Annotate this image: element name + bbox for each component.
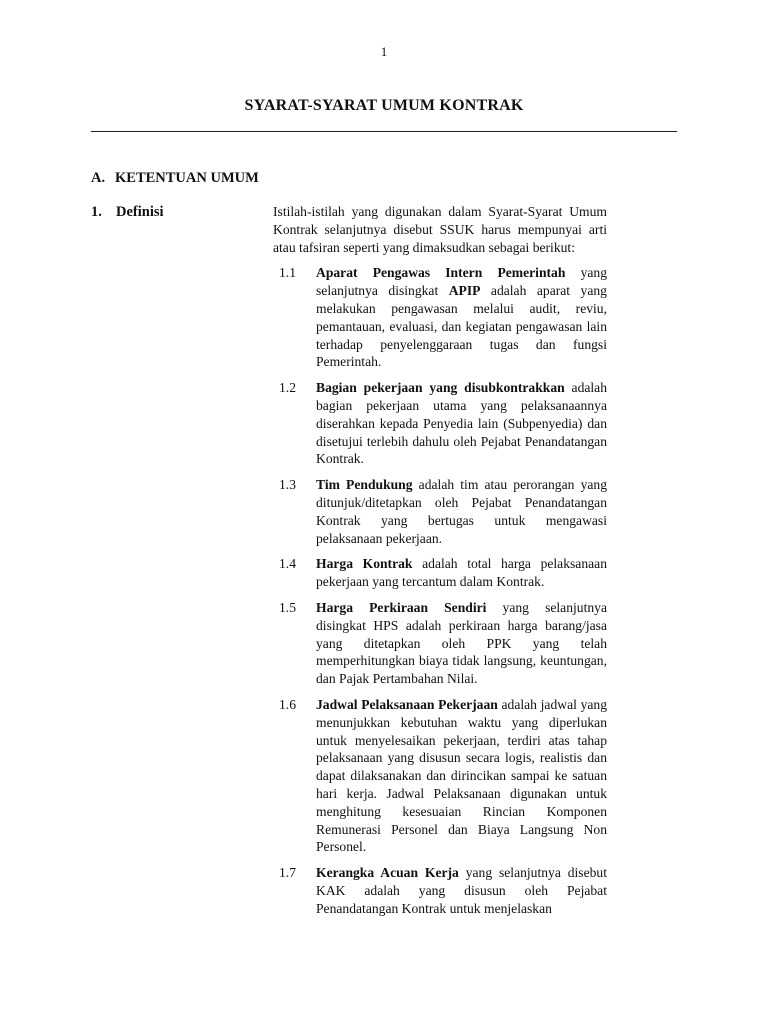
definition-number: 1.2 (279, 380, 296, 396)
definition-number: 1.4 (279, 556, 296, 572)
definition-description: adalah aparat yang melakukan pengawasan melalui audit, reviu, pemantauan, evaluasi, dan kegiatan pengawasan lain terhadap penyelenggaraan tugas dan fungsi Pemerintah. (316, 283, 607, 370)
definition-description: yang selanjutnya disingkat (316, 265, 608, 299)
definition-item (273, 379, 607, 468)
definitions-body (273, 203, 607, 925)
definition-term: APIP (448, 283, 481, 299)
definitions-intro: Istilah-istilah yang digunakan dalam Syarat-Syarat Umum Kontrak selanjutnya disebut SSUK harus mempunyai arti atau tafsiran seperti yang dimaksudkan sebagai berikut: (273, 204, 607, 255)
section-title: KETENTUAN UMUM (115, 170, 259, 186)
definition-text (316, 864, 607, 917)
definition-description: adalah bagian pekerjaan utama yang pelaksanaannya diserahkan kepada Penyedia lain (Subpenyedia) dan disetujui terlebih dahulu oleh Pejabat Penandatangan Kontrak. (316, 380, 608, 467)
definition-number: 1.6 (279, 696, 296, 712)
definition-description: yang selanjutnya disebut KAK adalah yang disusun oleh Pejabat Penandatangan Kontrak untuk menjelaskan (316, 865, 607, 916)
definition-term: Aparat Pengawas Intern Pemerintah (316, 265, 566, 281)
definition-text (316, 696, 607, 856)
document-title: SYARAT-SYARAT UMUM KONTRAK (244, 97, 524, 114)
section-heading (91, 170, 259, 187)
definition-item (273, 264, 607, 371)
definition-number: 1.5 (279, 599, 296, 615)
definition-number: 1.1 (279, 265, 296, 281)
clause-number: 1. (91, 204, 102, 220)
definition-number: 1.7 (279, 865, 296, 881)
definition-text (316, 264, 607, 371)
definition-term: Harga Perkiraan Sendiri (316, 599, 487, 615)
definition-description: adalah jadwal yang menunjukkan kebutuhan waktu yang diperlukan untuk menyelesaikan pekerjaan, terdiri atas tahap pelaksanaan yang disusun secara logis, realistis dan dapat dilaksanakan dan dirincikan sampai ke satuan hari kerja. Jadwal Pelaksanaan digunakan untuk menghitung kesesuaian Rincian Komponen Remunerasi Personel dan Biaya Langsung Non Personel. (316, 696, 607, 855)
definition-description: yang selanjutnya disingkat HPS adalah perkiraan harga barang/jasa yang ditetapkan oleh PPK yang telah memperhitungkan biaya tidak langsung, keuntungan, dan Pajak Pertambahan Nilai. (316, 599, 607, 687)
definition-text (316, 555, 607, 591)
definition-item (273, 696, 607, 856)
definition-text (316, 476, 607, 547)
page-number: 1 (380, 44, 388, 59)
title-divider (91, 131, 677, 132)
definition-item (273, 599, 607, 688)
clause-title: Definisi (116, 204, 164, 220)
definition-term: Jadwal Pelaksanaan Pekerjaan (316, 696, 498, 712)
definition-term: Bagian pekerjaan yang disubkontrakkan (316, 380, 565, 396)
definition-text (316, 379, 607, 468)
definition-description: adalah tim atau perorangan yang ditunjuk/ditetapkan oleh Pejabat Penandatangan Kontrak yang bertugas untuk mengawasi pelaksanaan pekerjaan. (316, 477, 607, 546)
definition-text (316, 599, 607, 688)
definition-item (273, 555, 607, 591)
definitions-list (273, 264, 607, 917)
clause-heading (91, 204, 164, 221)
definition-item (273, 476, 607, 547)
definition-term: Kerangka Acuan Kerja (316, 865, 459, 881)
definition-number: 1.3 (279, 477, 296, 493)
definition-term: Tim Pendukung (316, 477, 413, 493)
section-letter: A. (91, 170, 106, 186)
definition-item (273, 864, 607, 917)
definition-term: Harga Kontrak (316, 556, 413, 572)
definition-description: adalah total harga pelaksanaan pekerjaan yang tercantum dalam Kontrak. (316, 556, 607, 590)
